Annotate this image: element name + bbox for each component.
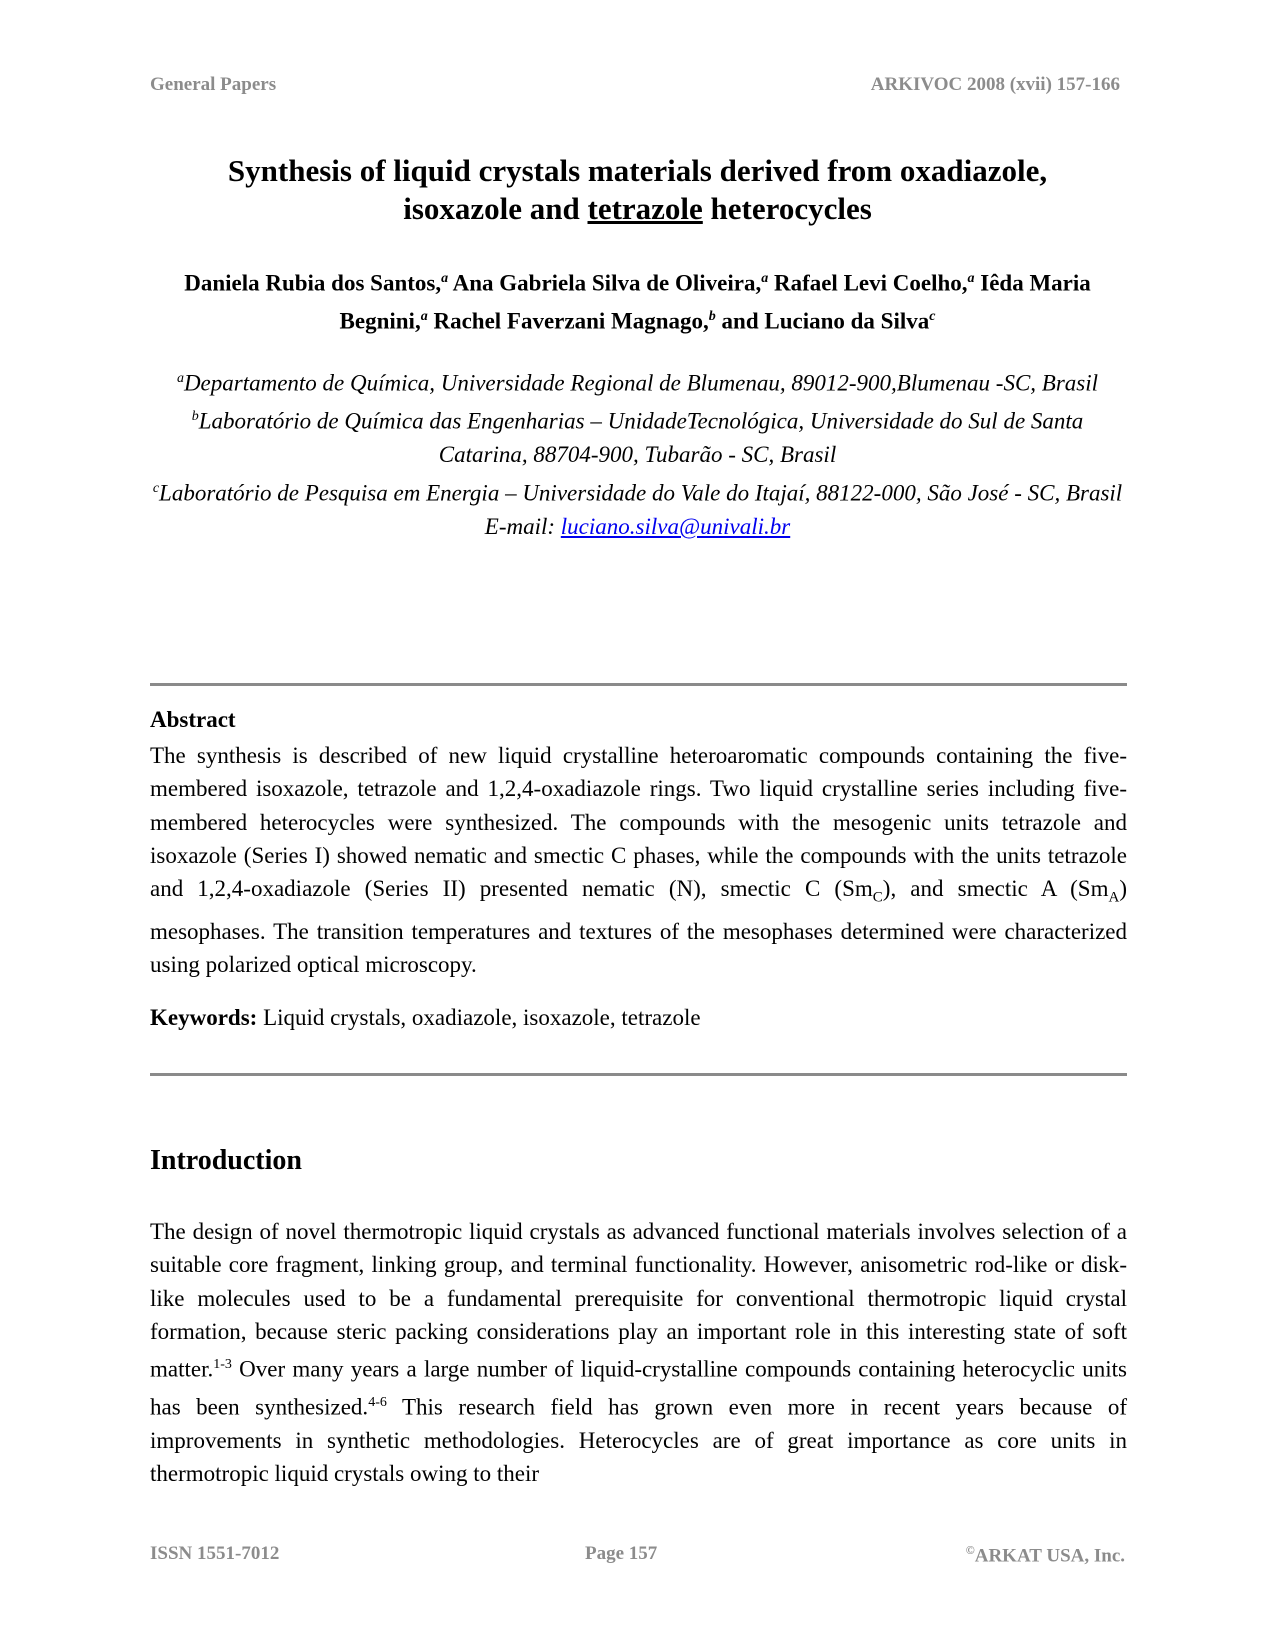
section-divider-bottom: [150, 1073, 1127, 1076]
affiliation-text: Laboratório de Química das Engenharias – UnidadeTecnológica, Universidade do Sul de Santa Catarina, 88704-900, Tubarão - SC, Brasil: [198, 408, 1084, 468]
title-line-2-end: heterocycles: [702, 191, 872, 226]
email-line: [150, 510, 1125, 544]
introduction-heading: Introduction: [150, 1145, 302, 1176]
affiliations: [150, 362, 1125, 543]
citation-ref: 4-6: [368, 1395, 387, 1411]
subscript-c: C: [872, 889, 883, 906]
affiliation-b: [150, 400, 1125, 472]
author-affiliation-mark: a: [967, 271, 975, 286]
author-affiliation-mark: c: [929, 308, 936, 324]
author-name: and Luciano da Silva: [721, 308, 930, 334]
intro-text-part: Over many years a large number of liquid-crystalline compounds containing heterocyclic units has been synthesized.: [150, 1356, 1127, 1420]
title-line-2-start: isoxazole and: [403, 191, 588, 226]
abstract-text-part: ) mesophases. The transition temperatures and textures of the mesophases determined were characterized using polarized optical microscopy.: [150, 876, 1127, 978]
author-affiliation-mark: a: [420, 308, 428, 324]
paper-title: [150, 152, 1125, 228]
running-header-journal: ARKIVOC 2008 (xvii) 157-166: [870, 74, 1120, 95]
citation-ref: 1-3: [213, 1357, 232, 1373]
title-underlined-word: tetrazole: [587, 191, 703, 226]
author-name: Rafael Levi Coelho,: [773, 270, 968, 296]
introduction-text: [150, 1215, 1127, 1491]
abstract-text: [150, 739, 1127, 982]
email-link[interactable]: luciano.silva@univali.br: [560, 513, 791, 539]
affiliation-mark: a: [176, 371, 184, 386]
keywords-text: Liquid crystals, oxadiazole, isoxazole, tetrazole: [257, 1005, 701, 1030]
affiliation-mark: c: [152, 480, 160, 496]
author-list: [150, 262, 1125, 337]
abstract-text-part: ), and smectic A (Sm: [882, 876, 1109, 902]
affiliation-c: [150, 472, 1125, 510]
subscript-a: A: [1108, 889, 1120, 906]
copyright-symbol: ©: [965, 1543, 975, 1557]
publisher-name: ARKAT USA, Inc.: [974, 1545, 1125, 1567]
affiliation-text: Departamento de Química, Universidade Regional de Blumenau, 89012-900,Blumenau -SC, Brasil: [183, 370, 1099, 396]
keywords-label: Keywords:: [150, 1005, 258, 1030]
section-divider-top: [150, 683, 1127, 686]
author-name: Rachel Faverzani Magnago,: [433, 308, 709, 334]
abstract-text-part: The synthesis is described of new liquid crystalline heteroaromatic compounds containing the five- membered isoxazole, tetrazole and 1,2,4-oxadiazole rings. Two liquid crystalline series including five- membered heterocycles were synthesized. The compounds with the mesogenic units tetrazole and isoxazole (Series I) showed nematic and smectic C phases, while the compounds with the units tetrazole and 1,2,4-oxadiazole (Series II) presented nematic (N), smectic C (Sm: [150, 743, 1127, 902]
email-label: E-mail:: [484, 513, 561, 539]
author-name: Daniela Rubia dos Santos,: [184, 270, 442, 296]
keywords-line: [150, 1005, 701, 1031]
author-affiliation-mark: a: [761, 271, 769, 286]
footer-page-number: Page 157: [585, 1543, 658, 1564]
intro-text-part: This research field has grown even more in recent years because of improvements in synthetic methodologies. Heterocycles are of great importance as core units in thermotropic liquid crystals owing to their: [150, 1394, 1127, 1487]
author-name: Ana Gabriela Silva de Oliveira,: [452, 270, 762, 296]
affiliation-text: Laboratório de Pesquisa em Energia – Universidade do Vale do Itajaí, 88122-000, São José - SC, Brasil: [159, 480, 1123, 506]
abstract-heading: Abstract: [150, 707, 236, 732]
affiliation-mark: b: [191, 409, 199, 425]
author-name: Iêda Maria Begnini,: [339, 270, 1091, 334]
affiliation-a: [150, 362, 1125, 400]
author-affiliation-mark: a: [441, 271, 449, 286]
running-header-section: General Papers: [150, 74, 277, 95]
footer-publisher: [966, 1543, 1125, 1567]
intro-text-part: The design of novel thermotropic liquid crystals as advanced functional materials involves selection of a suitable core fragment, linking group, and terminal functionality. However, anisometric rod-like or disk-like molecules used to be a fundamental prerequisite for conventional thermotropic liquid crystal formation, because steric packing considerations play an important role in this interesting state of soft matter.: [150, 1219, 1127, 1382]
title-line-1: Synthesis of liquid crystals materials derived from oxadiazole,: [227, 153, 1048, 188]
author-affiliation-mark: b: [708, 308, 716, 324]
footer-issn: ISSN 1551-7012: [150, 1543, 280, 1564]
